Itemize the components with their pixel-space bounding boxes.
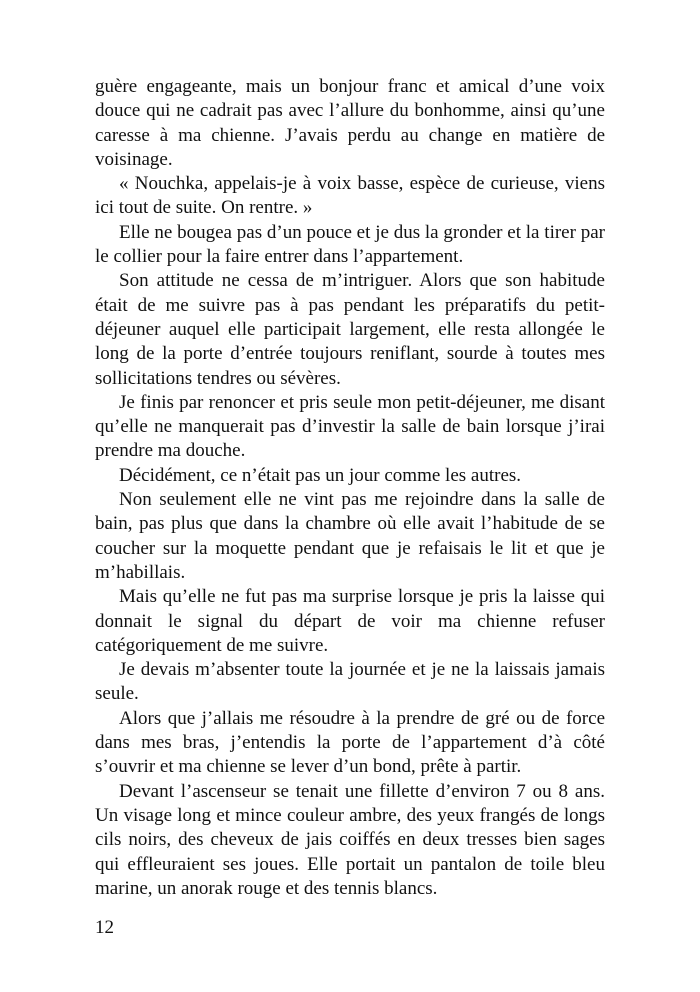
paragraph: Non seulement elle ne vint pas me rejoindre dans la salle de bain, pas plus que dans la chambre où elle avait l’habitude de se coucher sur la moquette pendant que je refaisais le lit et que je m’habillais. xyxy=(95,489,605,583)
paragraph: « Nouchka, appelais-je à voix basse, espèce de curieuse, viens ici tout de suite. On rentre. » xyxy=(95,173,605,219)
body-text xyxy=(95,75,605,901)
paragraph: Alors que j’allais me résoudre à la prendre de gré ou de force dans mes bras, j’entendis la porte de l’appartement d’à côté s’ouvrir et ma chienne se lever d’un bond, prête à partir. xyxy=(95,707,605,778)
paragraph: Mais qu’elle ne fut pas ma surprise lorsque je pris la laisse qui donnait le signal du départ de voir ma chienne refuser catégoriquement de me suivre. xyxy=(95,586,605,656)
paragraph: Devant l’ascenseur se tenait une fillette d’environ 7 ou 8 ans. Un visage long et mince couleur ambre, des yeux frangés de longs cils noirs, des cheveux de jais coiffés en deux tresses bien sages qui effleuraient ses joues. Elle portait un pantalon de toile bleu marine, un anorak rouge et des tennis blancs. xyxy=(95,780,605,899)
paragraph: Son attitude ne cessa de m’intriguer. Alors que son habitude était de me suivre pas à pas pendant les préparatifs du petit-déjeuner auquel elle participait largement, elle resta allongée le long de la porte d’entrée toujours reniflant, sourde à toutes mes sollicitations tendres ou sévères. xyxy=(95,270,605,389)
paragraph: Je devais m’absenter toute la journée et je ne la laissais jamais seule. xyxy=(95,659,605,705)
paragraph: Je finis par renoncer et pris seule mon petit-déjeuner, me disant qu’elle ne manquerait pas d’investir la salle de bain lorsque j’irai prendre ma douche. xyxy=(95,391,605,462)
page-number: 12 xyxy=(95,917,114,938)
paragraph: Elle ne bougea pas d’un pouce et je dus la gronder et la tirer par le collier pour la faire entrer dans l’appartement. xyxy=(95,221,605,268)
paragraph: Décidément, ce n’était pas un jour comme les autres. xyxy=(119,464,522,486)
paragraph-continuation: guère engageante, mais un bonjour franc et amical d’une voix douce qui ne cadrait pas avec l’allure du bonhomme, ainsi qu’une caresse à ma chienne. J’avais perdu au change en matière de voisinage. xyxy=(95,76,605,170)
